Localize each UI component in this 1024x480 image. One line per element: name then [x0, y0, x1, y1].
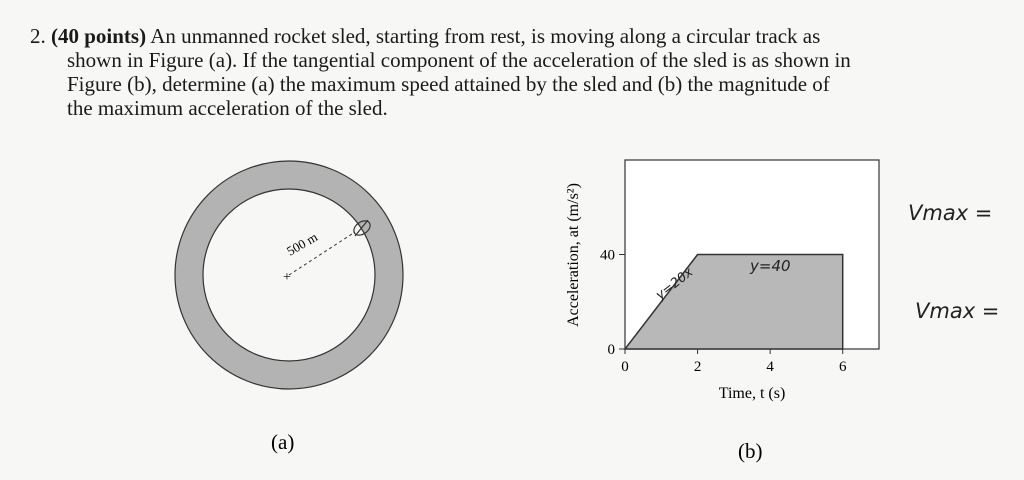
- x-axis-label: Time, t (s): [718, 385, 786, 402]
- ramp-annotation: y=20x: [653, 264, 697, 304]
- problem-line-4: the maximum acceleration of the sled.: [67, 96, 388, 120]
- center-mark: +: [283, 270, 291, 285]
- x-tick-label: 6: [838, 359, 847, 375]
- x-tick-label: 4: [766, 359, 774, 375]
- flat-annotation: y=40: [750, 257, 791, 275]
- figure-b-caption: (b): [738, 439, 763, 463]
- problem-line-2: shown in Figure (a). If the tangential component of the acceleration of the sled is as shown in: [67, 48, 851, 72]
- figure-a-caption: (a): [271, 430, 295, 454]
- handwritten-vmax-1: Vmax =: [908, 201, 993, 225]
- radius-label: 500 m: [284, 229, 320, 259]
- y-tick-label: 0: [607, 342, 615, 358]
- x-tick-label: 2: [693, 359, 702, 375]
- problem-line-3: Figure (b), determine (a) the maximum speed attained by the sled and (b) the magnitude of: [67, 72, 830, 96]
- y-tick-label: 40: [600, 247, 615, 264]
- handwritten-vmax-2: Vmax =: [915, 299, 1000, 323]
- problem-text-1: An unmanned rocket sled, starting from rest, is moving along a circular track as: [146, 24, 821, 48]
- problem-number: 2.: [30, 24, 46, 48]
- y-axis-label: Acceleration, at (m/s²): [565, 183, 582, 327]
- x-tick-label: 0: [621, 359, 629, 375]
- problem-points: (40 points): [51, 24, 147, 48]
